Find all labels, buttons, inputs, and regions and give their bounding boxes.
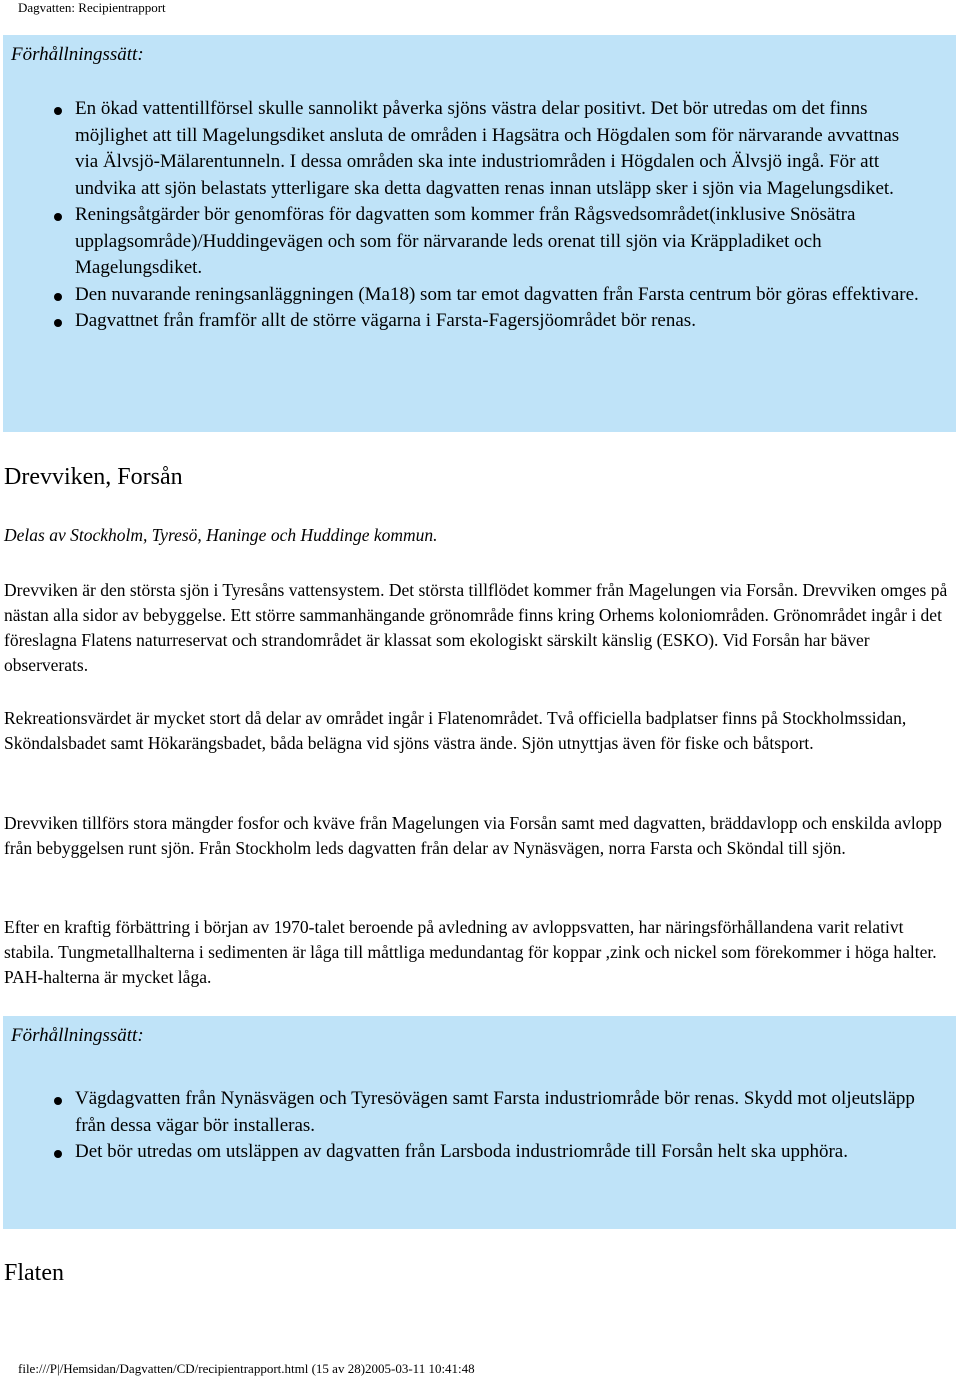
- list-item: [3, 202, 956, 282]
- bullet-icon: [54, 319, 62, 327]
- guidelines-box-1: [3, 35, 956, 432]
- list-item: [3, 1139, 956, 1166]
- paragraph: Drevviken tillförs stora mängder fosfor och kväve från Magelungen via Forsån samt med dagvatten, bräddavlopp och enskilda avlopp från bebyggelsen runt sjön. Från Stockholm leds dagvatten från delar av Nynäsvägen, norra Farsta och Sköndal till sjön.: [4, 813, 942, 858]
- guidelines-title: Förhållningssätt:: [11, 44, 144, 65]
- bullet-icon: [54, 1097, 62, 1105]
- list-item-text: Vägdagvatten från Nynäsvägen och Tyresövägen samt Farsta industriområde bör renas. Skydd mot oljeutsläpp från dessa vägar bör installeras.: [75, 1088, 915, 1136]
- section-heading-drevviken: Drevviken, Forsån: [4, 464, 183, 490]
- bullet-icon: [54, 1150, 62, 1158]
- browser-page-header: Dagvatten: Recipientrapport: [18, 0, 166, 15]
- paragraph: Efter en kraftig förbättring i början av 1970-talet beroende på avledning av avloppsvatten, har näringsförhållandena varit relativt stabila. Tungmetallhalterna i sedimenten är låga till måttliga medundantag för koppar ,zink och nickel som förekommer i höga halter. PAH-halterna är mycket låga.: [4, 917, 937, 987]
- list-item-text: En ökad vattentillförsel skulle sannolikt påverka sjöns västra delar positivt. Det bör utredas om det finns möjlighet att till Magelungsdiket ansluta de områden i Hagsätra och Högdalen som för närvarande avvattnas via Älvsjö-Mälarentunneln. I dessa områden ska inte industriområden i Högdalen och Älvsjö ingå. För att undvika att sjön belastats ytterligare ska detta dagvatten renas innan utsläpp sker i sjön via Magelungsdiket.: [75, 98, 900, 199]
- list-item-text: Reningsåtgärder bör genomföras för dagvatten som kommer från Rågsvedsområdet(inklusive Snösätra upplagsområde)/Huddingevägen och som för närvarande leds orenat till sjön via Kräppladiket och Magelungsdiket.: [75, 204, 856, 278]
- paragraph: Rekreationsvärdet är mycket stort då delar av området ingår i Flatenområdet. Två officiella badplatser finns på Stockholmssidan, Sköndalsbadet samt Hökarängsbadet, båda belägna vid sjöns västra ände. Sjön utnyttjas även för fiske och båtsport.: [4, 708, 907, 753]
- list-item-text: Den nuvarande reningsanläggningen (Ma18) som tar emot dagvatten från Farsta centrum bör göras effektivare.: [75, 283, 919, 305]
- guidelines-title: Förhållningssätt:: [11, 1025, 144, 1046]
- bullet-icon: [54, 213, 62, 221]
- list-item: [3, 1086, 956, 1139]
- list-item: [3, 282, 956, 309]
- section-subtitle: Delas av Stockholm, Tyresö, Haninge och Huddinge kommun.: [4, 525, 438, 545]
- guidelines-list: [3, 96, 956, 335]
- paragraph: Drevviken är den största sjön i Tyresåns vattensystem. Det största tillflödet kommer från Magelungen via Forsån. Drevviken omges på nästan alla sidor av bebyggelse. Ett större sammanhängande grönområde finns kring Orhems koloniområden. Grönområdet ingår i det föreslagna Flatens naturreservat och strandområdet är klassat som ekologiskt särskilt känslig (ESKO). Vid Forsån har bäver observerats.: [4, 580, 948, 675]
- list-item-text: Det bör utredas om utsläppen av dagvatten från Larsboda industriområde till Forsån helt ska upphöra.: [75, 1141, 848, 1162]
- list-item-text: Dagvattnet från framför allt de större vägarna i Farsta-Fagersjöområdet bör renas.: [75, 310, 696, 331]
- section-heading-flaten: Flaten: [4, 1260, 64, 1286]
- list-item: [3, 96, 956, 202]
- bullet-icon: [54, 293, 62, 301]
- guidelines-list: [3, 1086, 956, 1166]
- page-footer-url: file:///P|/Hemsidan/Dagvatten/CD/recipientrapport.html (15 av 28)2005-03-11 10:41:48: [18, 1361, 475, 1376]
- guidelines-box-2: [3, 1016, 956, 1229]
- bullet-icon: [54, 107, 62, 115]
- list-item: [3, 308, 956, 335]
